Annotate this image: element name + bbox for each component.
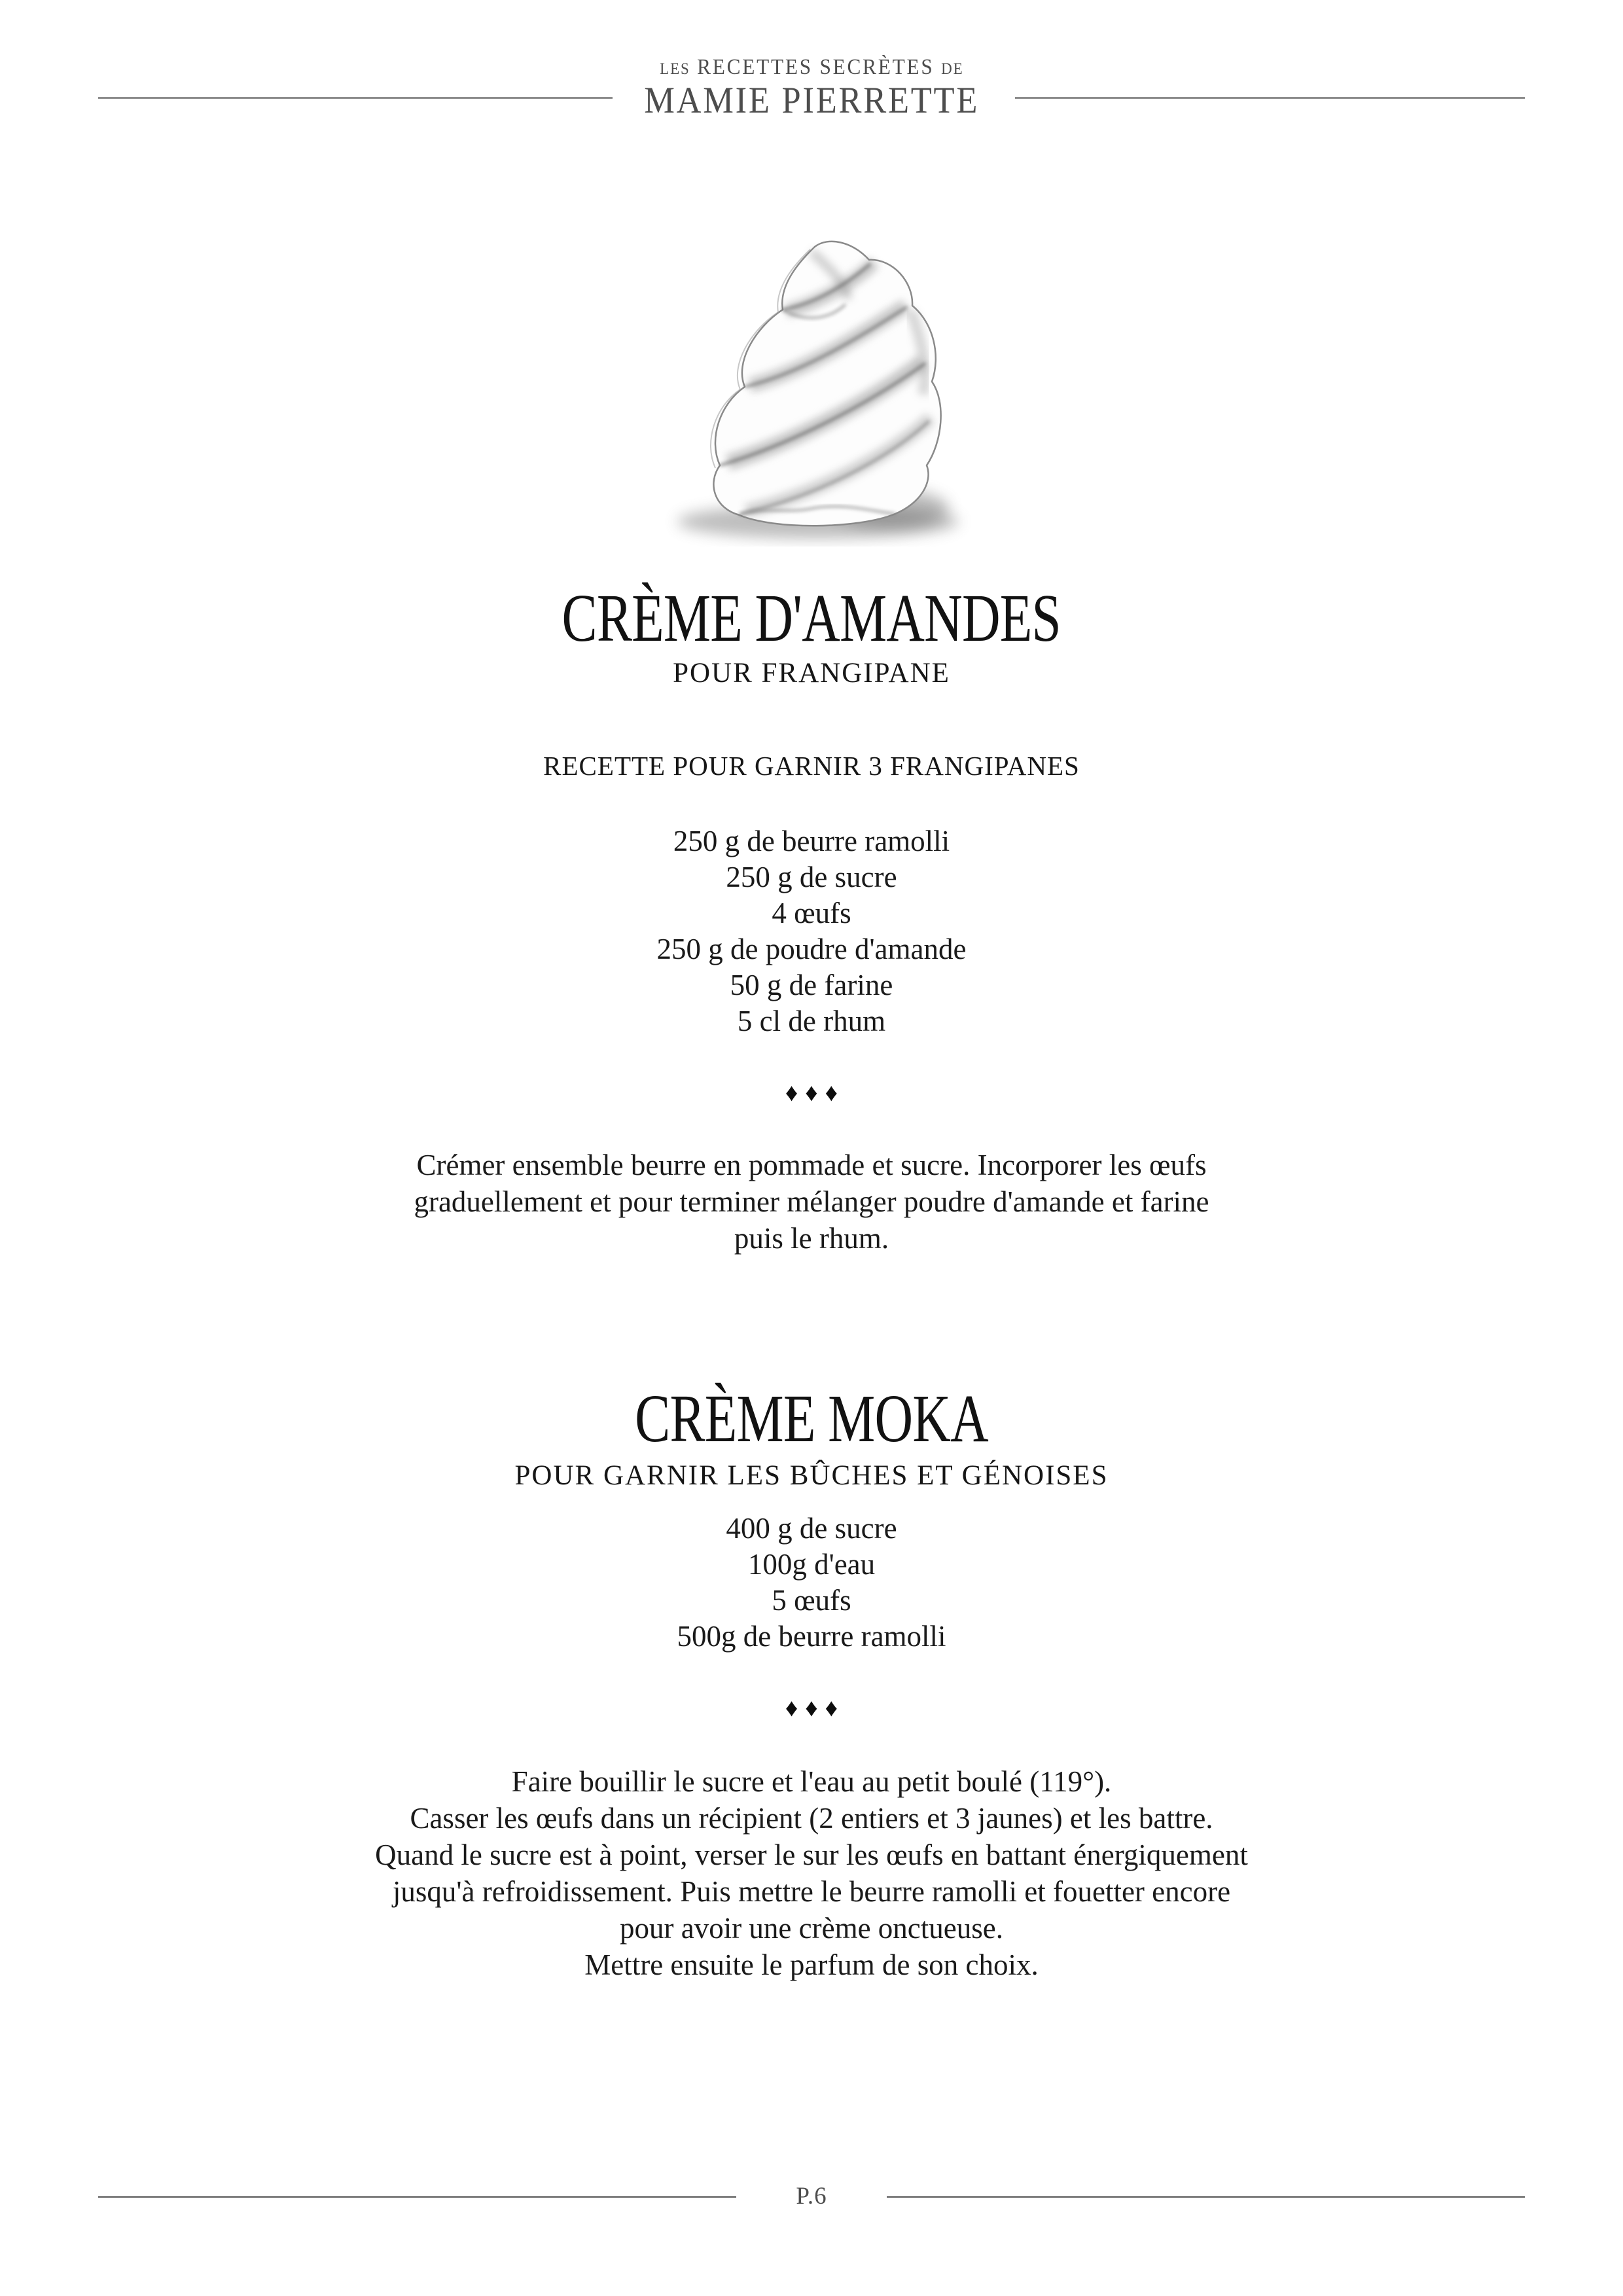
ingredient-line: 4 œufs — [772, 897, 851, 929]
ingredient-line: 50 g de farine — [730, 969, 893, 1001]
instruction-line: Casser les œufs dans un récipient (2 entiers et 3 jaunes) et les battre. — [410, 1802, 1213, 1835]
ingredient-list — [0, 823, 1623, 1039]
ingredient-line: 500g de beurre ramolli — [677, 1620, 946, 1653]
recipe-subtitle: POUR FRANGIPANE — [673, 658, 950, 689]
ingredient-line: 5 cl de rhum — [737, 1005, 886, 1037]
instruction-line: Mettre ensuite le parfum de son choix. — [584, 1948, 1039, 1981]
ingredient-line: 100g d'eau — [747, 1548, 876, 1581]
whipped-cream-illustration — [0, 206, 1623, 550]
recipe-title: CRÈME MOKA — [635, 1381, 988, 1456]
instruction-line: Faire bouillir le sucre et l'eau au petit boulé (119°). — [511, 1765, 1112, 1798]
recipe-subtitle: POUR GARNIR LES BÛCHES ET GÉNOISES — [514, 1460, 1109, 1491]
ingredient-list — [0, 1511, 1623, 1655]
brand-name: MAMIE PIERRETTE — [644, 80, 979, 122]
diamond-separator-icon: ♦♦♦ — [785, 1695, 846, 1722]
brand-top-line — [0, 55, 1623, 79]
ingredient-line: 250 g de sucre — [726, 861, 897, 893]
whipped-cream-sketch-svg — [615, 206, 1008, 547]
recipe-instructions — [372, 1763, 1252, 1983]
recipe-title: CRÈME D'AMANDES — [562, 581, 1061, 656]
brand-logo — [0, 55, 1623, 122]
ingredient-line: 250 g de beurre ramolli — [673, 825, 950, 857]
recipe-yield-note: RECETTE POUR GARNIR 3 FRANGIPANES — [543, 751, 1080, 781]
brand-main: RECETTES SECRÈTES — [696, 55, 935, 79]
brand-prefix: LES — [659, 60, 690, 78]
recipe-instructions: Crémer ensemble beurre en pommade et sucre. Incorporer les œufs graduellement et pour terminer mélanger poudre d'amande et farine puis le rhum. — [414, 1149, 1209, 1255]
brand-suffix: DE — [940, 60, 964, 78]
page-number: P.6 — [796, 2183, 827, 2210]
instruction-line: Quand le sucre est à point, verser le sur les œufs en battant énergiquement jusqu'à refroidissement. Puis mettre le beurre ramolli et fouetter encore pour avoir une crème onctueuse. — [375, 1839, 1248, 1945]
ingredient-line: 400 g de sucre — [726, 1512, 897, 1545]
diamond-separator-icon: ♦♦♦ — [785, 1079, 846, 1107]
ingredient-line: 250 g de poudre d'amande — [656, 933, 967, 965]
ingredient-line: 5 œufs — [772, 1584, 851, 1617]
